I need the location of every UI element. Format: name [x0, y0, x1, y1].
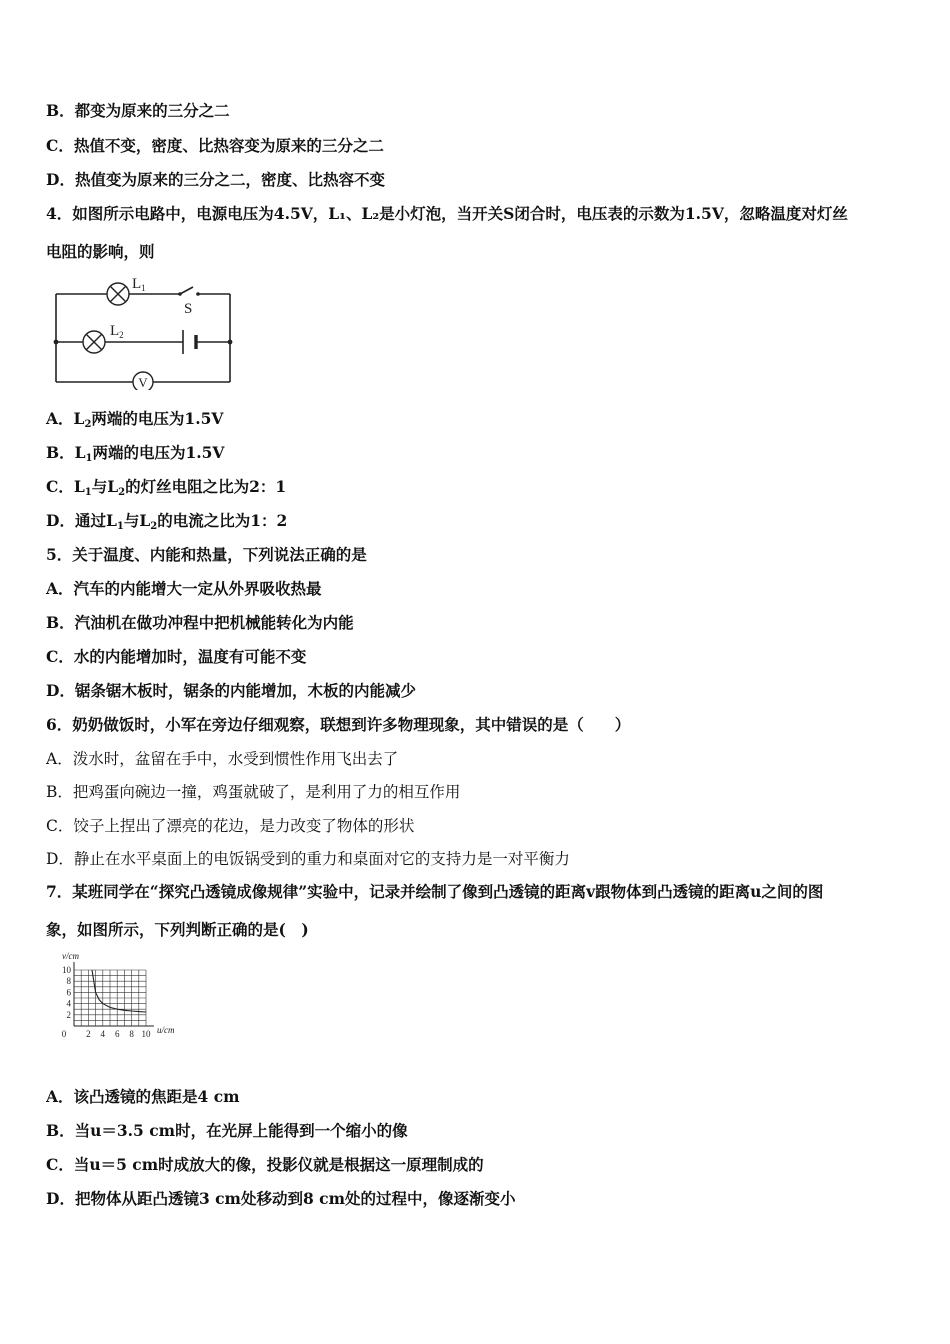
q6-option-b: B．把鸡蛋向碗边一撞，鸡蛋就破了，是利用了力的相互作用 [46, 783, 461, 801]
voltmeter-label: V [138, 375, 148, 390]
q4-stem-line2: 电阻的影响，则 [46, 242, 155, 261]
x-tick-label: 0 [61, 1029, 67, 1039]
q7-option-d: D．把物体从距凸透镜3 cm处移动到8 cm处的过程中，像逐渐变小 [46, 1189, 516, 1208]
q6-stem: 6．奶奶做饭时，小军在旁边仔细观察，联想到许多物理现象，其中错误的是（ ） [46, 715, 631, 734]
q5-option-b: B．汽油机在做功冲程中把机械能转化为内能 [46, 613, 354, 632]
battery-icon [183, 330, 196, 354]
q3-option-b: B．都变为原来的三分之二 [46, 101, 230, 120]
q5-option-c: C．水的内能增加时，温度有可能不变 [46, 647, 307, 666]
q5-option-d: D．锯条锯木板时，锯条的内能增加，木板的内能减少 [46, 681, 416, 700]
v-u-curve [92, 970, 146, 1012]
q7-option-a: A．该凸透镜的焦距是4 cm [46, 1087, 240, 1106]
x-tick-label: 6 [114, 1029, 120, 1039]
chart-tick-labels [62, 965, 151, 1039]
q3-option-d: D．热值变为原来的三分之二，密度、比热容不变 [46, 170, 385, 189]
q5-stem: 5．关于温度、内能和热量，下列说法正确的是 [46, 545, 367, 564]
y-tick-label: 2 [66, 1009, 71, 1020]
q7-stem-line2: 象，如图所示，下列判断正确的是( ) [46, 920, 309, 939]
q7-option-c: C．当u＝5 cm时成放大的像，投影仪就是根据这一原理制成的 [46, 1155, 484, 1174]
x-tick-label: 8 [129, 1029, 134, 1039]
chart-grid [74, 962, 154, 1026]
y-tick-label: 8 [66, 976, 71, 987]
q4-stem-line1: 4．如图所示电路中，电源电压为4.5V，L₁、L₂是小灯泡，当开关S闭合时，电压表的示数为1.5V，忽略温度对灯丝 [46, 204, 848, 223]
q4-option-b: B．$L_1$两端的电压为1.5V [46, 443, 225, 464]
q4-option-c: C．$L_1$与$L_2$的灯丝电阻之比为2：1 [46, 477, 287, 498]
x-tick-label: 10 [141, 1029, 151, 1039]
x-axis-label: u/cm [157, 1025, 175, 1035]
v-u-graph [44, 948, 194, 1070]
y-axis-label: v/cm [62, 951, 79, 961]
l1-label: $L_1$ [132, 276, 146, 293]
y-tick-label: 6 [66, 987, 71, 998]
q5-option-a: A．汽车的内能增大一定从外界吸收热最 [46, 579, 322, 598]
lamp-l1-icon [107, 283, 129, 305]
x-tick-label: 4 [100, 1029, 106, 1039]
q7-stem-line1: 7．某班同学在“探究凸透镜成像规律”实验中，记录并绘制了像到凸透镜的距离v跟物体到凸透镜的距离u之间的图 [46, 882, 824, 901]
l2-label: $L_2$ [110, 323, 124, 340]
chart-axes [74, 962, 154, 1026]
lamp-l2-icon [83, 331, 105, 353]
q4-option-a: A．$L_2$两端的电压为1.5V [46, 409, 224, 430]
q6-option-a: A．泼水时，盆留在手中，水受到惯性作用飞出去了 [46, 750, 399, 768]
x-tick-label: 2 [86, 1029, 91, 1039]
circuit-diagram [48, 272, 248, 390]
q6-option-d: D．静止在水平桌面上的电饭锅受到的重力和桌面对它的支持力是一对平衡力 [46, 850, 570, 868]
switch-label: S [184, 301, 193, 317]
voltmeter-icon [133, 372, 153, 390]
q6-option-c: C．饺子上捏出了漂亮的花边，是力改变了物体的形状 [46, 817, 415, 835]
q3-option-c: C．热值不变，密度、比热容变为原来的三分之二 [46, 136, 384, 155]
q7-option-b: B．当u＝3.5 cm时，在光屏上能得到一个缩小的像 [46, 1121, 408, 1140]
y-tick-label: 4 [66, 998, 71, 1009]
q4-option-d: D．通过$L_1$与$L_2$的电流之比为1：2 [46, 511, 288, 532]
switch-contact-icon [178, 292, 182, 296]
y-tick-label: 10 [62, 965, 71, 975]
